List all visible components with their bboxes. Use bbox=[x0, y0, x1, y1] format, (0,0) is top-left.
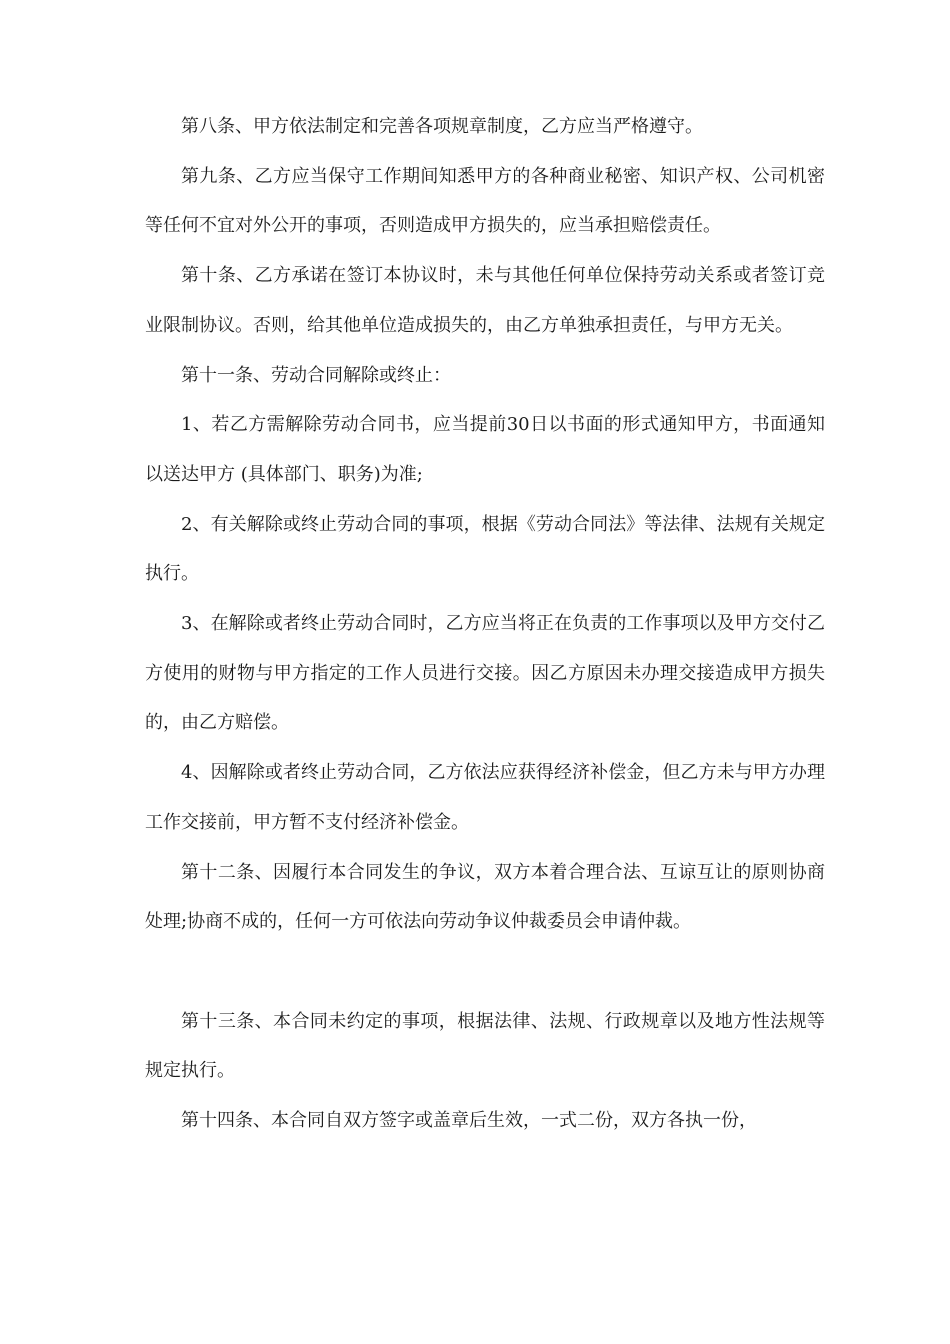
article-14: 第十四条、本合同自双方签字或盖章后生效，一式二份，双方各执一份， bbox=[181, 1110, 757, 1132]
article-11: 第十一条、劳动合同解除或终止： bbox=[181, 364, 451, 386]
article-11-clause-2: 2、有关解除或终止劳动合同的事项，根据《劳动合同法》等法律、法规有关规定执行。 bbox=[145, 513, 825, 585]
article-12: 第十二条、因履行本合同发生的争议，双方本着合理合法、互谅互让的原则协商处理;协商不成的，任何一方可依法向劳动争议仲裁委员会申请仲裁。 bbox=[145, 861, 825, 933]
article-13: 第十三条、本合同未约定的事项，根据法律、法规、行政规章以及地方性法规等规定执行。 bbox=[145, 1010, 825, 1082]
paragraph-spacer bbox=[145, 947, 825, 997]
article-9: 第九条、乙方应当保守工作期间知悉甲方的各种商业秘密、知识产权、公司机密等任何不宜对外公开的事项，否则造成甲方损失的，应当承担赔偿责任。 bbox=[145, 165, 825, 237]
document-body bbox=[145, 102, 825, 1146]
article-11-clause-3: 3、在解除或者终止劳动合同时，乙方应当将正在负责的工作事项以及甲方交付乙方使用的财物与甲方指定的工作人员进行交接。因乙方原因未办理交接造成甲方损失的，由乙方赔偿。 bbox=[145, 613, 825, 734]
article-11-clause-1: 1、若乙方需解除劳动合同书，应当提前30日以书面的形式通知甲方，书面通知以送达甲方 (具体部门、职务)为准; bbox=[145, 414, 825, 485]
article-11-clause-4: 4、因解除或者终止劳动合同，乙方依法应获得经济补偿金，但乙方未与甲方办理工作交接前，甲方暂不支付经济补偿金。 bbox=[145, 762, 825, 833]
article-8: 第八条、甲方依法制定和完善各项规章制度，乙方应当严格遵守。 bbox=[181, 116, 703, 137]
article-10: 第十条、乙方承诺在签订本协议时，未与其他任何单位保持劳动关系或者签订竞业限制协议。否则，给其他单位造成损失的，由乙方单独承担责任，与甲方无关。 bbox=[145, 265, 825, 336]
